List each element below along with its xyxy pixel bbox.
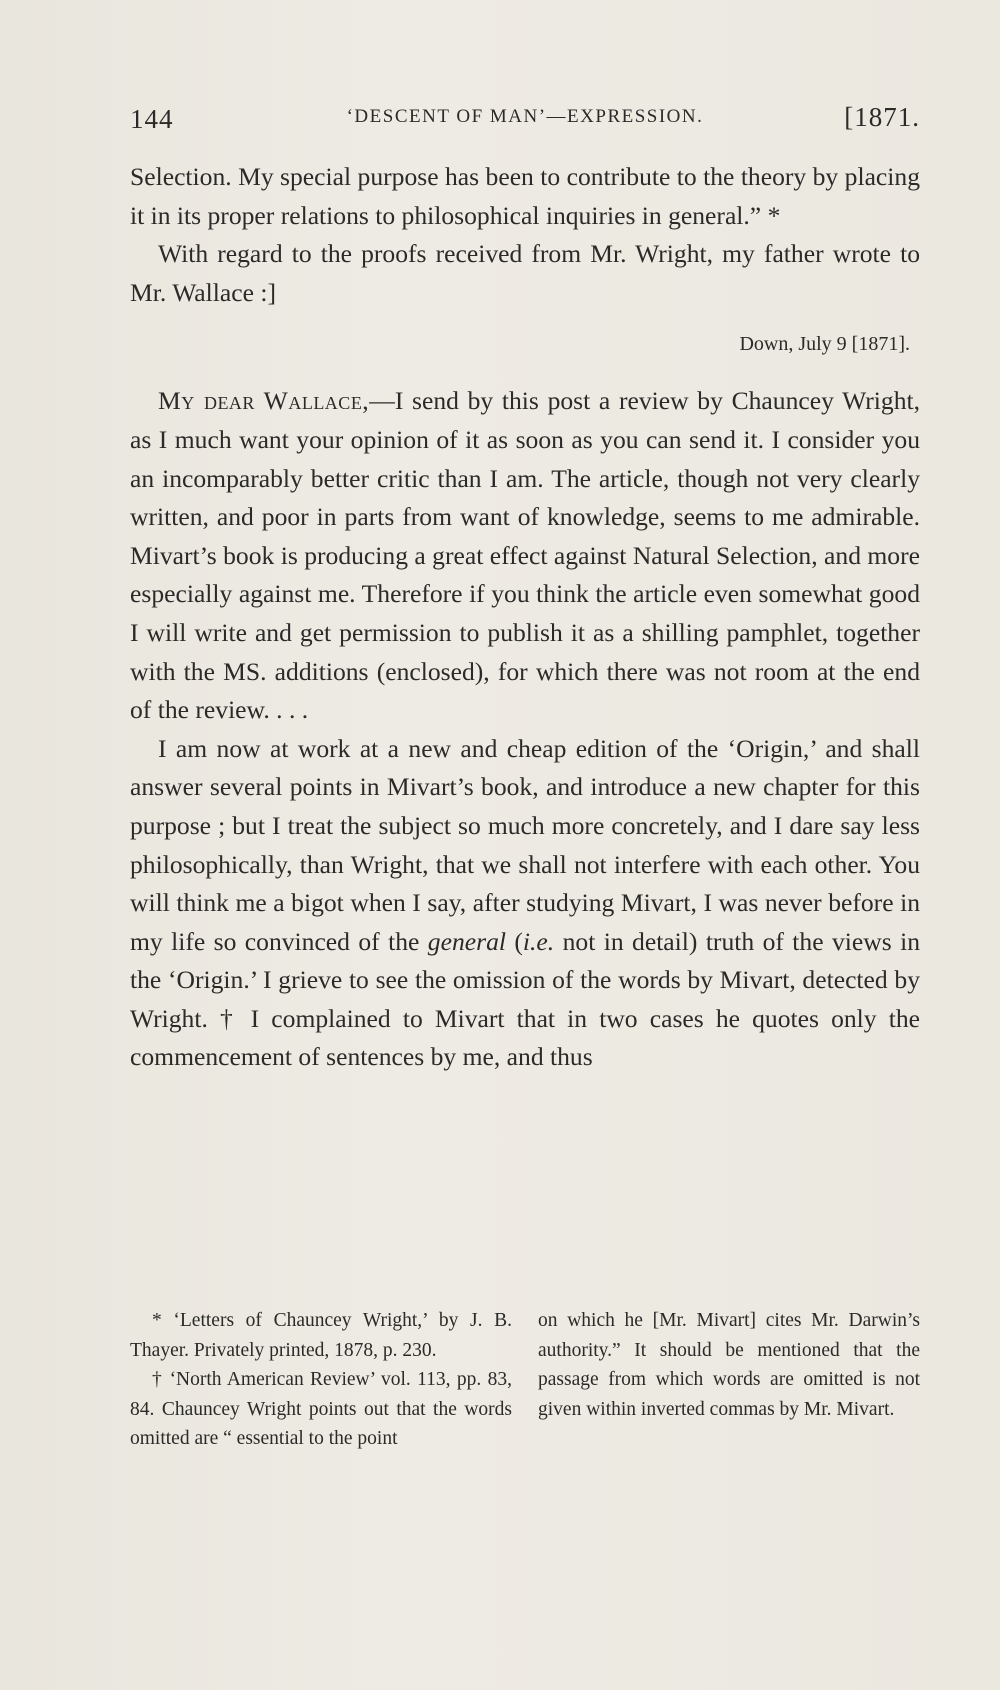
running-title: ‘DESCENT OF MAN’—EXPRESSION. <box>346 106 704 127</box>
letter-paragraph-2 <box>130 730 920 1077</box>
footnote-column-left <box>130 1306 512 1454</box>
letter-dateline: Down, July 9 [1871]. <box>739 333 910 356</box>
footnote-2-continued: on which he [Mr. Mivart] cites Mr. Darwin’s authority.” It should be mentioned that the passage from which words are omitted is not given within inverted commas by Mr. Mivart. <box>538 1310 920 1420</box>
page-number: 144 <box>130 104 174 134</box>
footnote-column-right <box>538 1306 920 1454</box>
letter-salutation: My dear Wallace, <box>158 386 370 416</box>
emphasis-general: general <box>427 926 506 956</box>
paragraph-continued: Selection. My special purpose has been to contribute to the theory by placing it in its proper relations to philosophical inquiries in general.” * <box>130 162 920 230</box>
letter-paragraph-1-text: —I send by this post a review by Chauncey Wright, as I much want your opinion of it as soon as you can send it. I consider you an incomparably better critic than I am. The article, though not very clearly written, and poor in parts from want of knowledge, seems to me admirable. Mivart’s book is producing a great effect against Natural Selection, and more especially against me. Therefore if you think the article even somewhat good I will write and get permission to publish it as a shilling pamphlet, together with the MS. additions (enclosed), for which there was not room at the end of the review. . . . <box>130 386 920 725</box>
emphasis-ie: i.e. <box>522 926 555 956</box>
footnote-2-start: † ‘North American Review’ vol. 113, pp. 83, 84. Chauncey Wright points out that the words omitted are “ essential to the point <box>130 1369 512 1450</box>
footnotes <box>130 1306 920 1454</box>
running-header <box>130 100 920 140</box>
letter-paragraph-1 <box>130 382 920 729</box>
letter-paragraph-2-text-c: not in detail) truth of the views in the ‘Origin.’ I grieve to see the omission of the words by Mivart, detected by Wright. † I complained to Mivart that in two cases he quotes only the commencement of sentences by me, and thus <box>130 926 921 1072</box>
paragraph-editorial: With regard to the proofs received from Mr. Wright, my father wrote to Mr. Wallace :] <box>130 239 920 307</box>
letter-paragraph-2-text-b: ( <box>505 926 523 956</box>
header-year: [1871. <box>844 102 920 132</box>
letter-paragraph-2-text-a: I am now at work at a new and cheap edition of the ‘Origin,’ and shall answer several points in Mivart’s book, and introduce a new chapter for this purpose ; but I treat the subject so much more concretely, and I dare say less philosophically, than Wright, that we shall not interfere with each other. You will think me a bigot when I say, after studying Mivart, I was never before in my life so convinced of the <box>130 733 920 956</box>
footnote-1: * ‘Letters of Chauncey Wright,’ by J. B. Thayer. Privately printed, 1878, p. 230. <box>130 1310 512 1361</box>
body-text <box>130 158 920 1077</box>
